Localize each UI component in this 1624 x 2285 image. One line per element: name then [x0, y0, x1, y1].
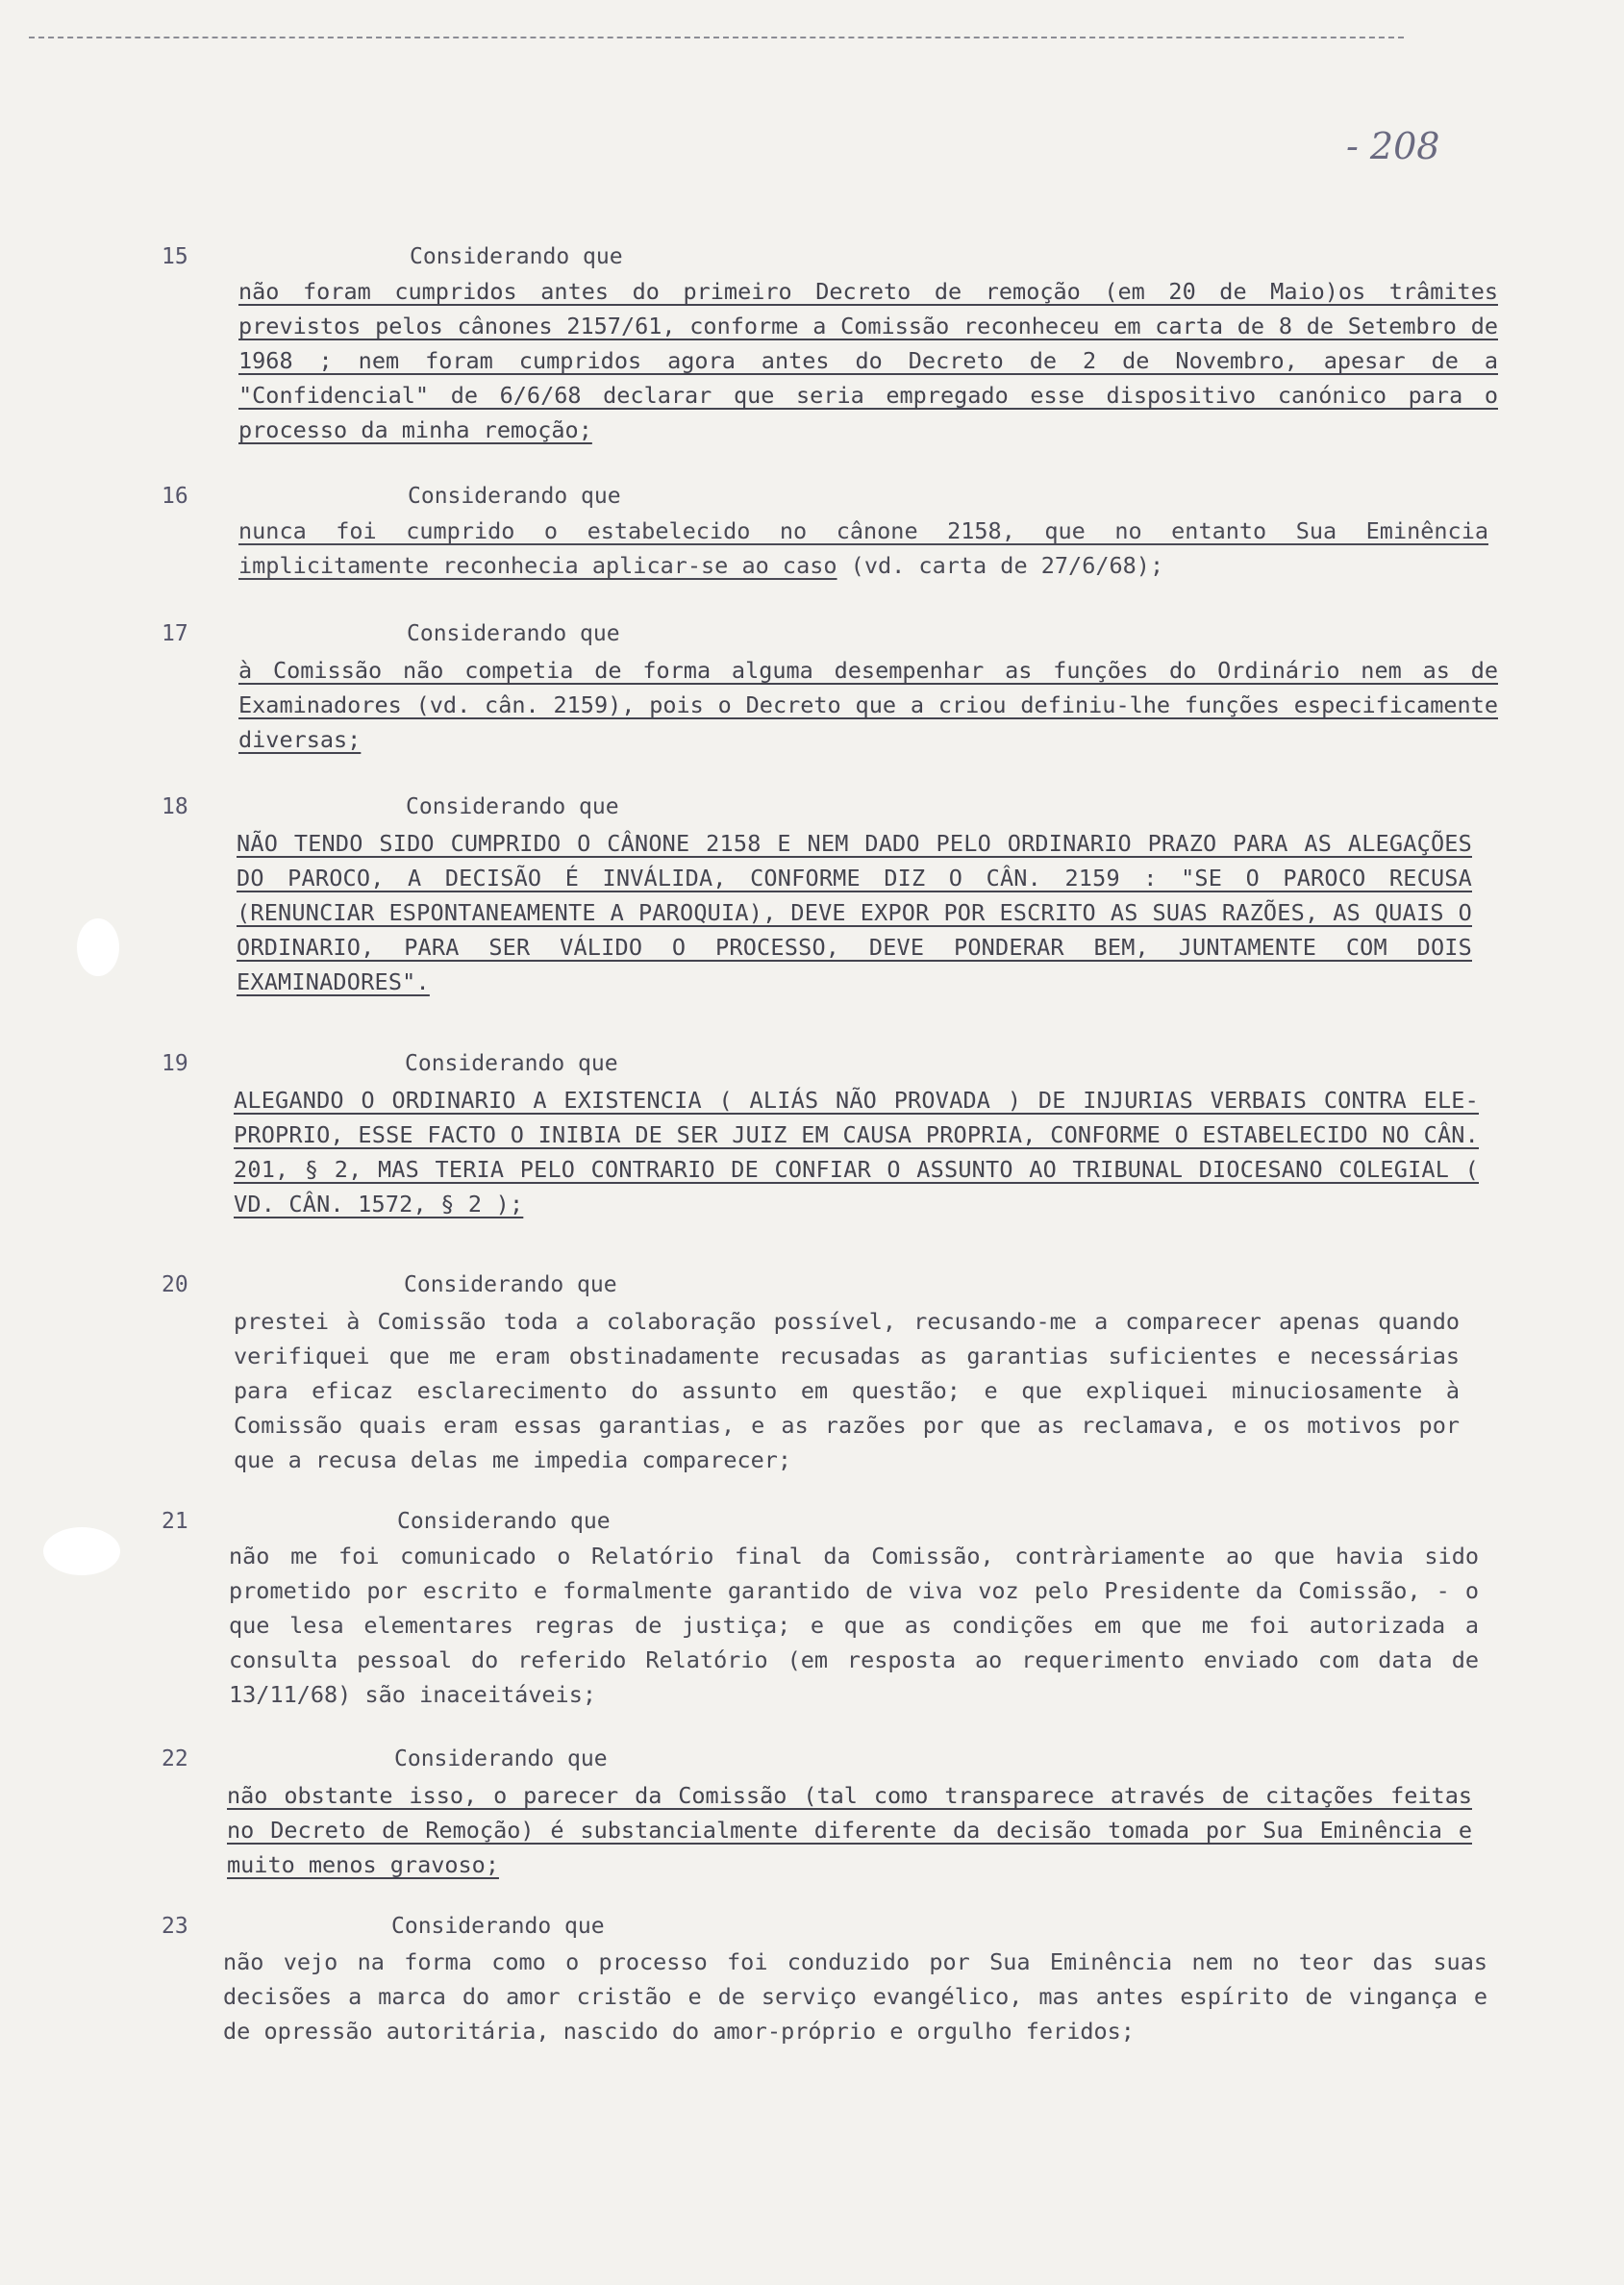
paragraph-text: não vejo na forma como o processo foi conduzido por Sua Eminência nem no teor das suas decisões a marca do amor cristão e de serviço evangélico, mas antes espírito de vingança e de opressão autoritária, nascido do amor-próprio e orgulho feridos;	[223, 1948, 1487, 2045]
paragraph-number: 16	[162, 484, 188, 509]
paragraph-text: não me foi comunicado o Relatório final da Comissão, contràriamente ao que havia sido prometido por escrito e formalmente garantido de viva voz pelo Presidente da Comissão, - o que lesa elementares regras de justiça; e que as condições em que me foi autorizada a consulta pessoal do referido Relatório (em resposta ao requerimento enviado com data de 13/11/68) são inaceitáveis;	[229, 1543, 1479, 1708]
paragraph-number: 19	[162, 1051, 188, 1076]
paragraph-heading: Considerando que	[397, 1509, 611, 1534]
binder-hole-upper	[77, 918, 119, 976]
page-number: - 208	[1346, 125, 1440, 167]
paragraph-text-plain: (vd. carta de 27/6/68);	[837, 552, 1164, 579]
paragraph-heading: Considerando que	[410, 244, 623, 269]
paragraph-text	[238, 514, 1488, 583]
paragraph-number: 17	[162, 621, 188, 646]
paragraph-number: 20	[162, 1272, 188, 1297]
paragraph-number: 18	[162, 794, 188, 819]
paragraph-heading: Considerando que	[407, 621, 620, 646]
paragraph-heading: Considerando que	[405, 1051, 618, 1076]
paragraph-number: 23	[162, 1914, 188, 1939]
paragraph-number: 22	[162, 1746, 188, 1771]
top-edge-rule	[29, 37, 1404, 38]
paragraph-text-underlined: nunca foi cumprido o estabelecido no cânone 2158, que no entanto Sua Eminência implicitamente reconhecia aplicar-se ao caso	[238, 517, 1488, 579]
paragraph-heading: Considerando que	[394, 1746, 608, 1771]
paragraph-heading: Considerando que	[391, 1914, 605, 1939]
paragraph-text: não foram cumpridos antes do primeiro Decreto de remoção (em 20 de Maio)os trâmites previstos pelos cânones 2157/61, conforme a Comissão reconheceu em carta de 8 de Setembro de 1968 ; nem foram cumpridos agora antes do Decreto de 2 de Novembro, apesar de a "Confidencial" de 6/6/68 declarar que seria empregado esse dispositivo canónico para o processo da minha remoção;	[238, 278, 1498, 443]
paragraph-heading: Considerando que	[406, 794, 619, 819]
paragraph-text: não obstante isso, o parecer da Comissão (tal como transparece através de citações feitas no Decreto de Remoção) é substancialmente diferente da decisão tomada por Sua Eminência e muito menos gravoso;	[227, 1782, 1472, 1878]
binder-hole-lower	[43, 1527, 120, 1575]
paragraph-heading: Considerando que	[408, 484, 621, 509]
paragraph-text: prestei à Comissão toda a colaboração possível, recusando-me a comparecer apenas quando verifiquei que me eram obstinadamente recusadas as garantias suficientes e necessárias para eficaz esclarecimento do assunto em questão; e que expliquei minuciosamente à Comissão quais eram essas garantias, e as razões por que as reclamava, e os motivos por que a recusa delas me impedia comparecer;	[234, 1308, 1460, 1473]
paragraph-text: ALEGANDO O ORDINARIO A EXISTENCIA ( ALIÁS NÃO PROVADA ) DE INJURIAS VERBAIS CONTRA ELE-PROPRIO, ESSE FACTO O INIBIA DE SER JUIZ EM CAUSA PROPRIA, CONFORME O ESTABELECIDO NO CÂN. 201, § 2, MAS TERIA PELO CONTRARIO DE CONFIAR O ASSUNTO AO TRIBUNAL DIOCESANO COLEGIAL ( VD. CÂN. 1572, § 2 );	[234, 1087, 1479, 1218]
paragraph-number: 15	[162, 244, 188, 269]
paragraph-text: NÃO TENDO SIDO CUMPRIDO O CÂNONE 2158 E NEM DADO PELO ORDINARIO PRAZO PARA AS ALEGAÇÕES DO PAROCO, A DECISÃO É INVÁLIDA, CONFORME DIZ O CÂN. 2159 : "SE O PAROCO RECUSA (RENUNCIAR ESPONTANEAMENTE A PAROQUIA), DEVE EXPOR POR ESCRITO AS SUAS RAZÕES, AS QUAIS O ORDINARIO, PARA SER VÁLIDO O PROCESSO, DEVE PONDERAR BEM, JUNTAMENTE COM DOIS EXAMINADORES".	[237, 830, 1472, 995]
paragraph-heading: Considerando que	[404, 1272, 617, 1297]
paragraph-number: 21	[162, 1509, 188, 1534]
paragraph-text: à Comissão não competia de forma alguma desempenhar as funções do Ordinário nem as de Examinadores (vd. cân. 2159), pois o Decreto que a criou definiu-lhe funções especificamente diversas;	[238, 657, 1498, 753]
